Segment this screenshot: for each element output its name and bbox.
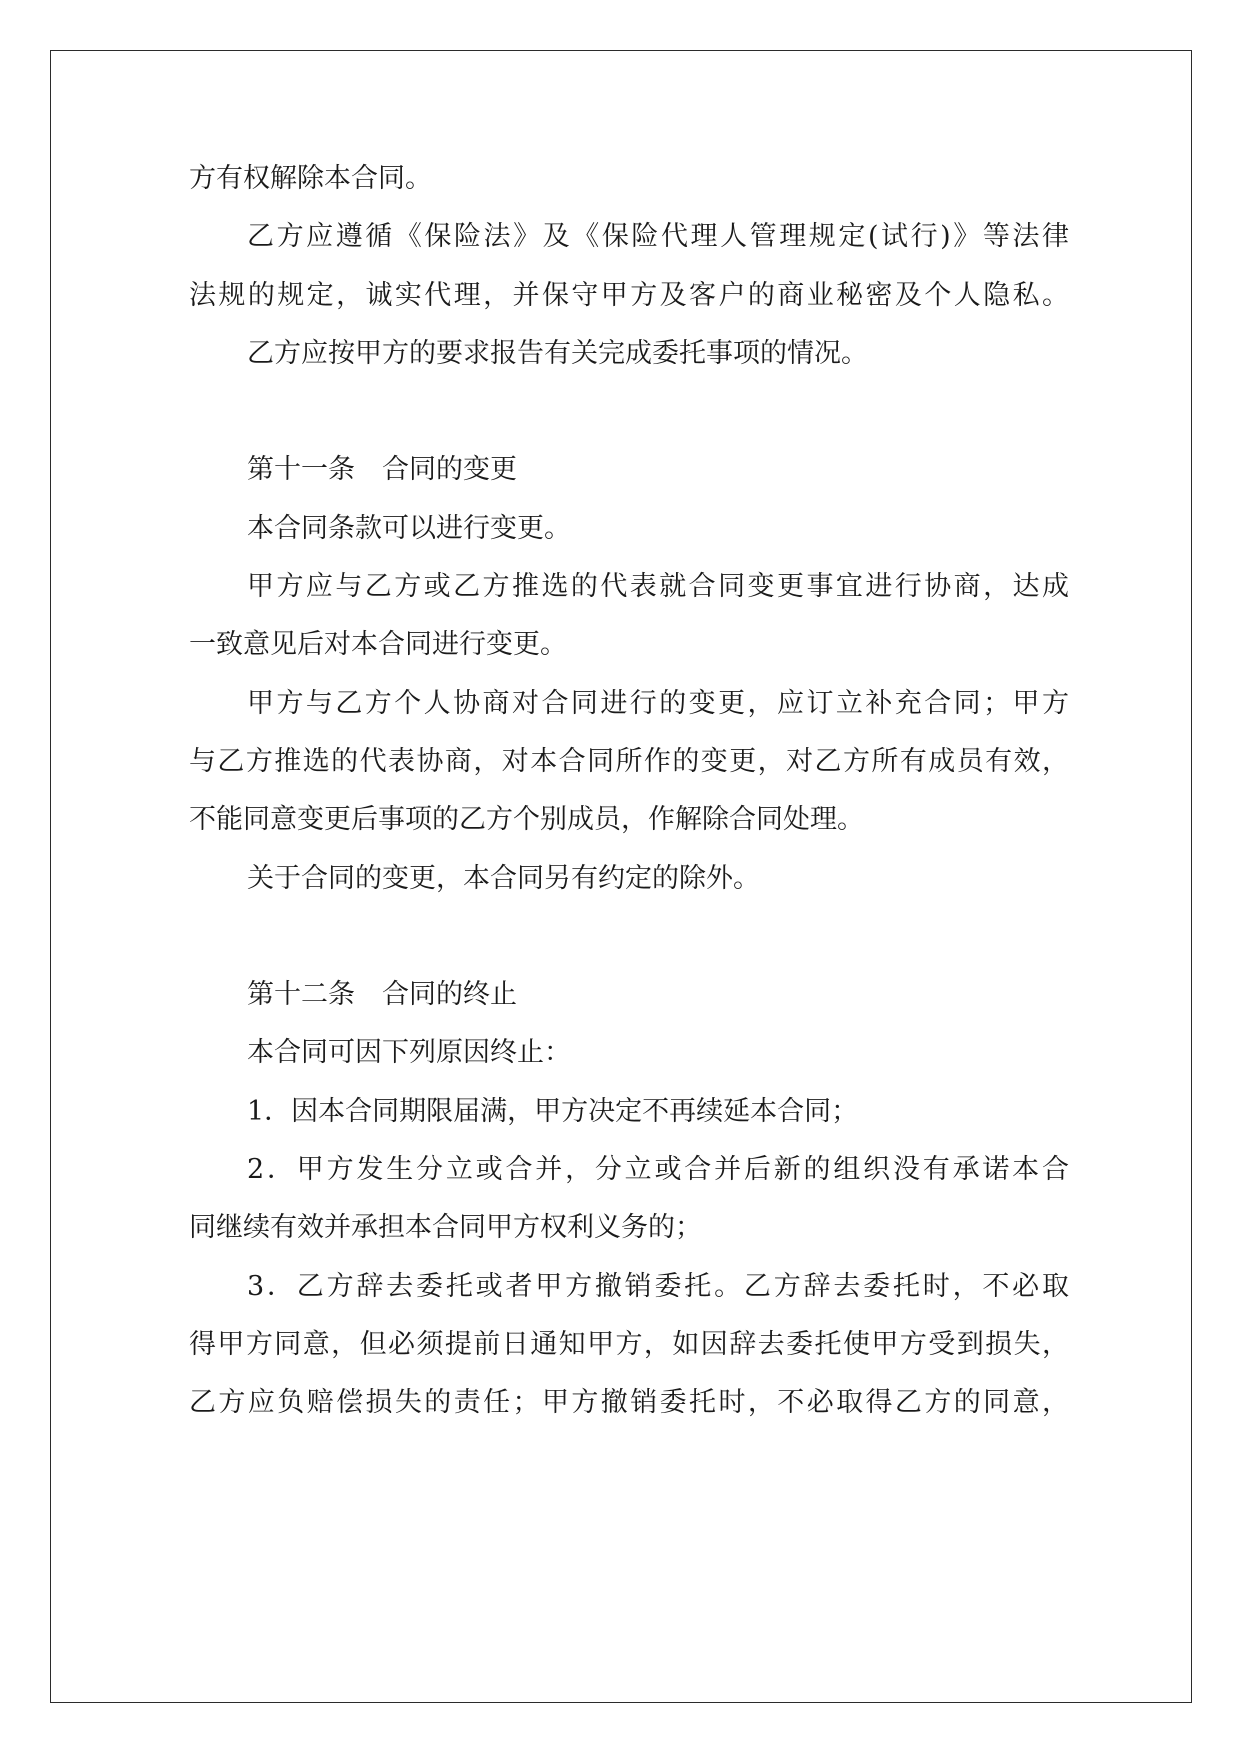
paragraph-line: 与乙方推选的代表协商，对本合同所作的变更，对乙方所有成员有效， bbox=[189, 746, 1069, 777]
paragraph-line: 方有权解除本合同。 bbox=[189, 163, 432, 194]
paragraph-line: 乙方应负赔偿损失的责任；甲方撤销委托时，不必取得乙方的同意， bbox=[189, 1387, 1069, 1418]
section-heading: 第十二条 合同的终止 bbox=[247, 979, 517, 1010]
paragraph-line: 关于合同的变更，本合同另有约定的除外。 bbox=[247, 863, 760, 894]
section-heading: 第十一条 合同的变更 bbox=[247, 454, 517, 485]
paragraph-line: 一致意见后对本合同进行变更。 bbox=[189, 629, 567, 660]
list-item: 1．因本合同期限届满，甲方决定不再续延本合同； bbox=[247, 1096, 859, 1127]
paragraph-line: 本合同条款可以进行变更。 bbox=[247, 513, 571, 544]
paragraph-line: 不能同意变更后事项的乙方个别成员，作解除合同处理。 bbox=[189, 804, 864, 835]
paragraph-line: 得甲方同意，但必须提前日通知甲方，如因辞去委托使甲方受到损失， bbox=[189, 1329, 1069, 1360]
paragraph-line: 甲方与乙方个人协商对合同进行的变更，应订立补充合同；甲方 bbox=[247, 688, 1069, 719]
list-item: 3．乙方辞去委托或者甲方撤销委托。乙方辞去委托时，不必取 bbox=[247, 1271, 1069, 1302]
paragraph-line: 法规的规定，诚实代理，并保守甲方及客户的商业秘密及个人隐私。 bbox=[189, 280, 1069, 311]
paragraph-line: 本合同可因下列原因终止： bbox=[247, 1037, 571, 1068]
paragraph-line: 乙方应按甲方的要求报告有关完成委托事项的情况。 bbox=[247, 338, 868, 369]
list-item: 2．甲方发生分立或合并，分立或合并后新的组织没有承诺本合 bbox=[247, 1154, 1069, 1185]
paragraph-line: 同继续有效并承担本合同甲方权利义务的； bbox=[189, 1212, 702, 1243]
paragraph-line: 乙方应遵循《保险法》及《保险代理人管理规定(试行)》等法律 bbox=[247, 221, 1069, 252]
paragraph-line: 甲方应与乙方或乙方推选的代表就合同变更事宜进行协商，达成 bbox=[247, 571, 1069, 602]
